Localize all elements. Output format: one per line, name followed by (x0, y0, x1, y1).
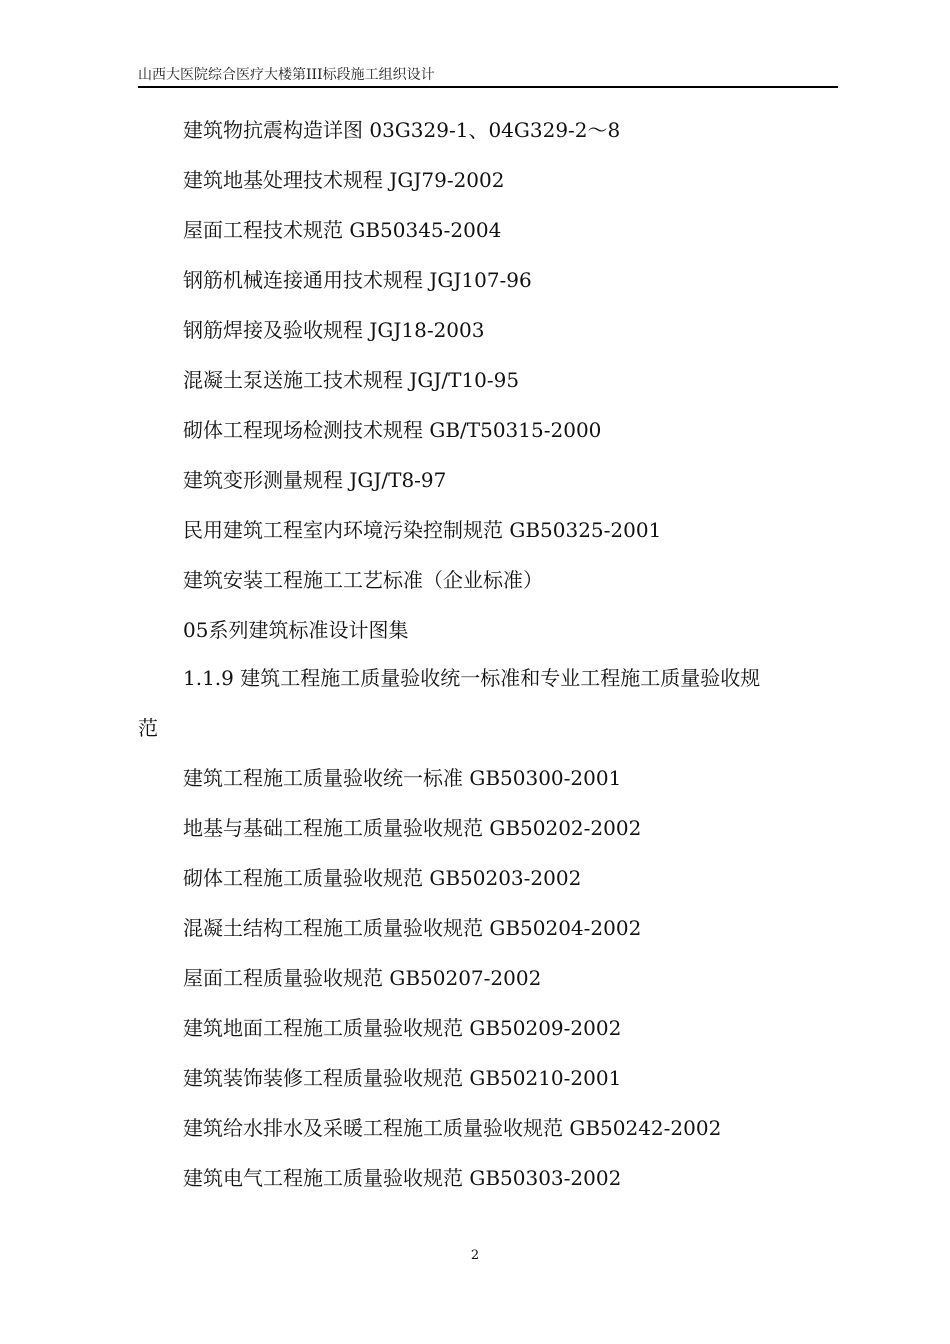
standard-line: 钢筋焊接及验收规程 JGJ18-2003 (183, 318, 485, 342)
section-heading: 1.1.9 建筑工程施工质量验收统一标准和专业工程施工质量验收规 (183, 666, 761, 690)
acceptance-standard-line: 建筑装饰装修工程质量验收规范 GB50210-2001 (183, 1066, 622, 1090)
page-header (138, 66, 838, 88)
standard-line: 砌体工程现场检测技术规程 GB/T50315-2000 (183, 418, 602, 442)
acceptance-standard-line: 建筑地面工程施工质量验收规范 GB50209-2002 (183, 1016, 622, 1040)
header-rule (138, 86, 838, 88)
standard-line: 建筑地基处理技术规程 JGJ79-2002 (183, 168, 505, 192)
acceptance-standard-line: 建筑给水排水及采暖工程施工质量验收规范 GB50242-2002 (183, 1116, 722, 1140)
standard-line: 建筑安装工程施工工艺标准（企业标准） (183, 568, 543, 592)
standard-line: 05系列建筑标准设计图集 (183, 618, 409, 642)
acceptance-standard-line: 混凝土结构工程施工质量验收规范 GB50204-2002 (183, 916, 642, 940)
standard-line: 混凝土泵送施工技术规程 JGJ/T10-95 (183, 368, 520, 392)
acceptance-standard-line: 砌体工程施工质量验收规范 GB50203-2002 (183, 866, 582, 890)
standard-line: 屋面工程技术规范 GB50345-2004 (183, 218, 502, 242)
page-number: 2 (470, 1248, 480, 1263)
standard-line: 建筑物抗震构造详图 03G329-1、04G329-2～8 (183, 118, 621, 142)
standard-line: 建筑变形测量规程 JGJ/T8-97 (183, 468, 447, 492)
acceptance-standard-line: 屋面工程质量验收规范 GB50207-2002 (183, 966, 542, 990)
acceptance-standard-line: 地基与基础工程施工质量验收规范 GB50202-2002 (183, 816, 642, 840)
standard-line: 民用建筑工程室内环境污染控制规范 GB50325-2001 (183, 518, 662, 542)
acceptance-standard-line: 建筑电气工程施工质量验收规范 GB50303-2002 (183, 1166, 622, 1190)
section-heading-continuation: 范 (138, 716, 158, 740)
acceptance-standard-line: 建筑工程施工质量验收统一标准 GB50300-2001 (183, 766, 622, 790)
header-title: 山西大医院综合医疗大楼第III标段施工组织设计 (138, 67, 435, 83)
standard-line: 钢筋机械连接通用技术规程 JGJ107-96 (183, 268, 532, 292)
